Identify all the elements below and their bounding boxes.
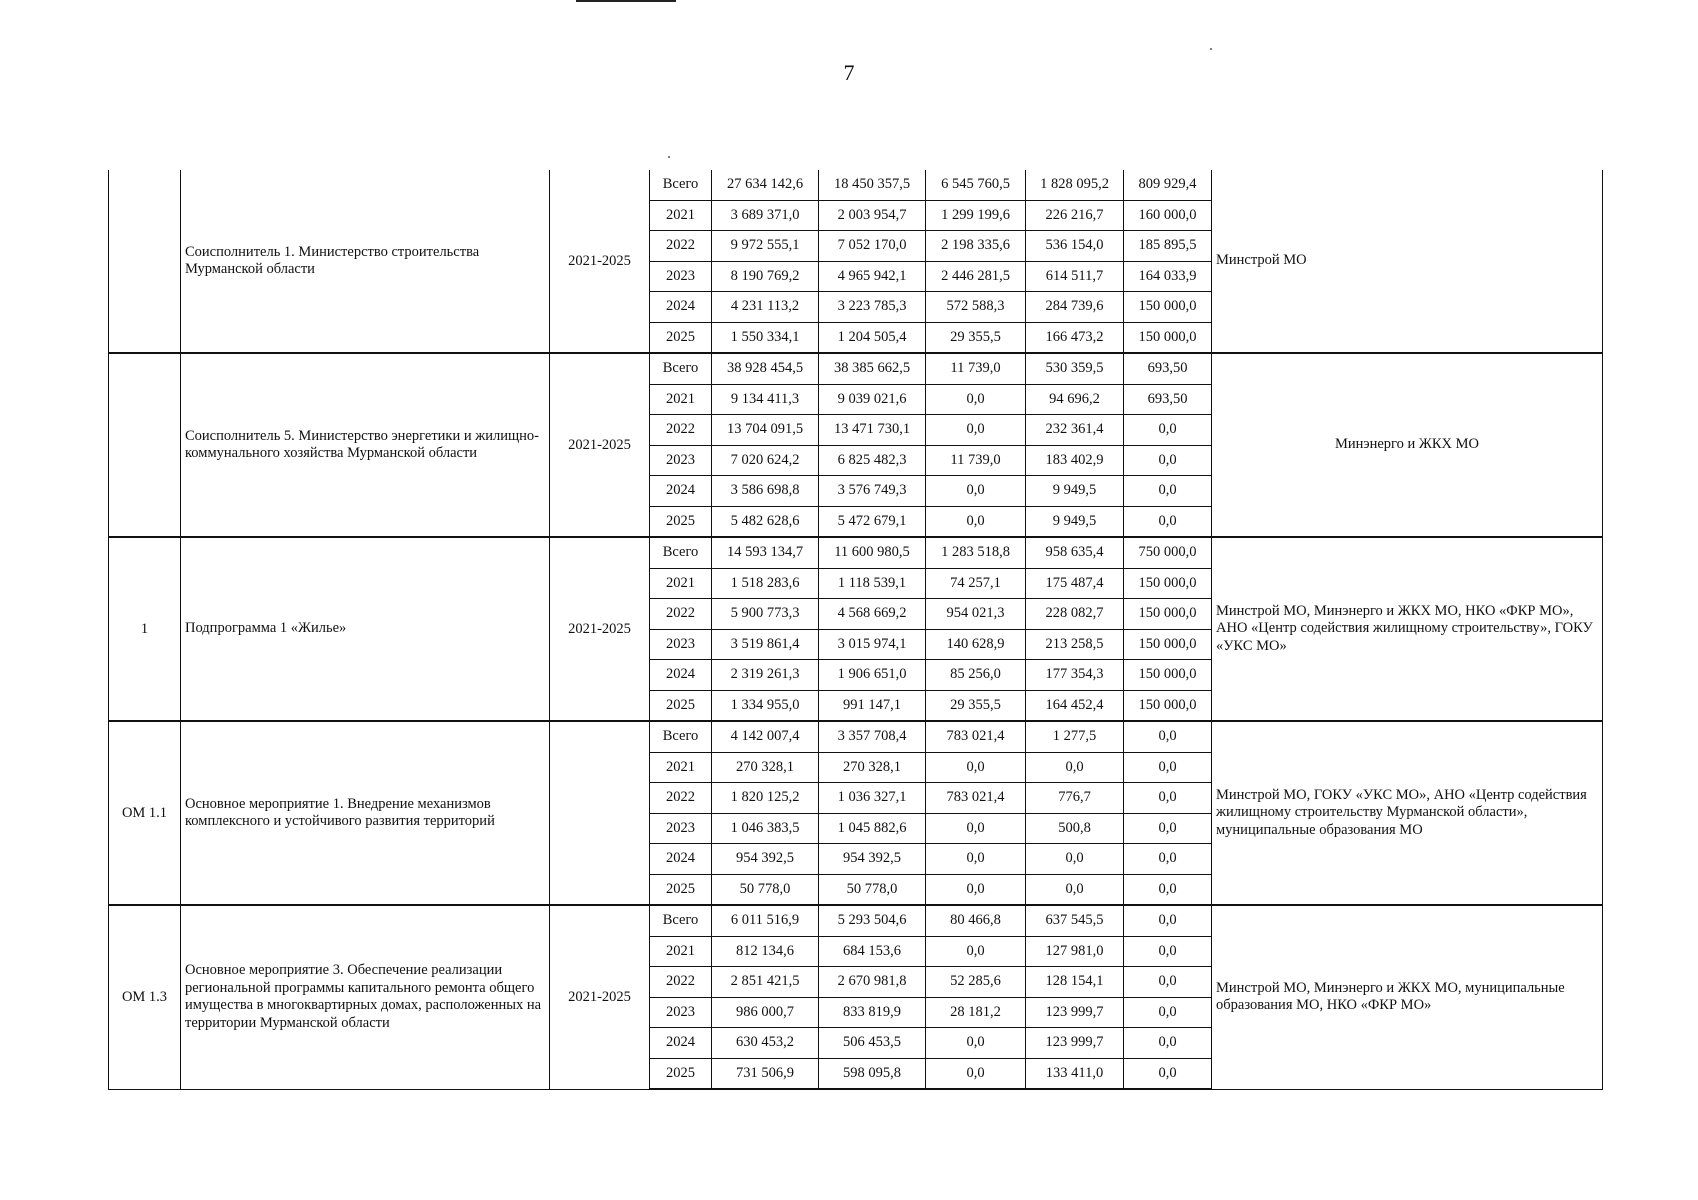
- amount-cell: 270 328,1: [819, 752, 926, 783]
- year-cell: 2024: [650, 476, 712, 507]
- executor-cell: Минстрой МО: [1212, 170, 1603, 353]
- block-header-row: [109, 905, 1603, 936]
- amount-cell: 27 634 142,6: [712, 170, 819, 200]
- amount-cell: 3 519 861,4: [712, 629, 819, 660]
- amount-cell: 0,0: [926, 1058, 1026, 1089]
- amount-cell: 14 593 134,7: [712, 537, 819, 568]
- amount-cell: 750 000,0: [1124, 537, 1212, 568]
- amount-cell: 128 154,1: [1026, 967, 1124, 998]
- amount-cell: 94 696,2: [1026, 384, 1124, 415]
- amount-cell: 2 003 954,7: [819, 200, 926, 231]
- amount-cell: 3 015 974,1: [819, 629, 926, 660]
- item-name: Основное мероприятие 3. Обеспечение реализации региональной программы капитального ремонта общего имущества в многоквартирных домах, расположенных на территории Мурманской области: [181, 905, 550, 1089]
- amount-cell: 166 473,2: [1026, 322, 1124, 353]
- item-code: [109, 170, 181, 353]
- year-cell: 2025: [650, 1058, 712, 1089]
- amount-cell: 1 283 518,8: [926, 537, 1026, 568]
- amount-cell: 0,0: [1124, 905, 1212, 936]
- year-cell: Всего: [650, 170, 712, 200]
- year-cell: 2024: [650, 844, 712, 875]
- item-code: ОМ 1.1: [109, 721, 181, 905]
- amount-cell: 185 895,5: [1124, 231, 1212, 262]
- amount-cell: 213 258,5: [1026, 629, 1124, 660]
- amount-cell: 74 257,1: [926, 568, 1026, 599]
- amount-cell: 991 147,1: [819, 690, 926, 721]
- amount-cell: 226 216,7: [1026, 200, 1124, 231]
- item-code: 1: [109, 537, 181, 721]
- amount-cell: 50 778,0: [819, 874, 926, 905]
- amount-cell: 1 820 125,2: [712, 783, 819, 814]
- top-rule: [576, 0, 676, 2]
- amount-cell: 0,0: [926, 1028, 1026, 1059]
- amount-cell: 4 568 669,2: [819, 599, 926, 630]
- amount-cell: 0,0: [1124, 721, 1212, 752]
- executor-cell: Минстрой МО, ГОКУ «УКС МО», АНО «Центр содействия жилищному строительству Мурманской области», муниципальные образования МО: [1212, 721, 1603, 905]
- year-cell: 2022: [650, 783, 712, 814]
- amount-cell: 0,0: [926, 844, 1026, 875]
- amount-cell: 3 689 371,0: [712, 200, 819, 231]
- amount-cell: 0,0: [1124, 415, 1212, 446]
- amount-cell: 1 118 539,1: [819, 568, 926, 599]
- year-cell: Всего: [650, 537, 712, 568]
- amount-cell: 2 851 421,5: [712, 967, 819, 998]
- amount-cell: 8 190 769,2: [712, 261, 819, 292]
- amount-cell: 530 359,5: [1026, 353, 1124, 384]
- year-cell: Всего: [650, 721, 712, 752]
- amount-cell: 164 452,4: [1026, 690, 1124, 721]
- amount-cell: 29 355,5: [926, 690, 1026, 721]
- amount-cell: 812 134,6: [712, 936, 819, 967]
- amount-cell: 598 095,8: [819, 1058, 926, 1089]
- amount-cell: 0,0: [1124, 813, 1212, 844]
- amount-cell: 7 020 624,2: [712, 445, 819, 476]
- amount-cell: 38 385 662,5: [819, 353, 926, 384]
- amount-cell: 0,0: [1124, 506, 1212, 537]
- amount-cell: 1 299 199,6: [926, 200, 1026, 231]
- year-cell: 2023: [650, 261, 712, 292]
- implementation-period: 2021-2025: [550, 537, 650, 721]
- amount-cell: 2 446 281,5: [926, 261, 1026, 292]
- amount-cell: 0,0: [926, 752, 1026, 783]
- year-cell: 2024: [650, 1028, 712, 1059]
- amount-cell: 0,0: [1124, 997, 1212, 1028]
- amount-cell: 1 550 334,1: [712, 322, 819, 353]
- amount-cell: 164 033,9: [1124, 261, 1212, 292]
- amount-cell: 4 231 113,2: [712, 292, 819, 323]
- amount-cell: 29 355,5: [926, 322, 1026, 353]
- year-cell: Всего: [650, 353, 712, 384]
- year-cell: 2021: [650, 384, 712, 415]
- block-header-row: [109, 170, 1603, 200]
- year-cell: 2024: [650, 292, 712, 323]
- amount-cell: 5 293 504,6: [819, 905, 926, 936]
- implementation-period: 2021-2025: [550, 905, 650, 1089]
- amount-cell: 0,0: [1124, 445, 1212, 476]
- executor-cell: Минэнерго и ЖКХ МО: [1212, 353, 1603, 537]
- year-cell: 2022: [650, 967, 712, 998]
- amount-cell: 123 999,7: [1026, 997, 1124, 1028]
- amount-cell: 150 000,0: [1124, 599, 1212, 630]
- amount-cell: 2 319 261,3: [712, 660, 819, 691]
- amount-cell: 2 670 981,8: [819, 967, 926, 998]
- amount-cell: 50 778,0: [712, 874, 819, 905]
- year-cell: 2024: [650, 660, 712, 691]
- amount-cell: 630 453,2: [712, 1028, 819, 1059]
- amount-cell: 693,50: [1124, 384, 1212, 415]
- amount-cell: 0,0: [926, 874, 1026, 905]
- amount-cell: 270 328,1: [712, 752, 819, 783]
- amount-cell: 133 411,0: [1026, 1058, 1124, 1089]
- amount-cell: 6 825 482,3: [819, 445, 926, 476]
- amount-cell: 9 134 411,3: [712, 384, 819, 415]
- amount-cell: 9 949,5: [1026, 476, 1124, 507]
- year-cell: 2025: [650, 874, 712, 905]
- amount-cell: 28 181,2: [926, 997, 1026, 1028]
- amount-cell: 150 000,0: [1124, 322, 1212, 353]
- amount-cell: 0,0: [926, 415, 1026, 446]
- amount-cell: 150 000,0: [1124, 660, 1212, 691]
- executor-cell: Минстрой МО, Минэнерго и ЖКХ МО, муниципальные образования МО, НКО «ФКР МО»: [1212, 905, 1603, 1089]
- amount-cell: 160 000,0: [1124, 200, 1212, 231]
- year-cell: 2021: [650, 752, 712, 783]
- implementation-period: 2021-2025: [550, 353, 650, 537]
- implementation-period: [550, 721, 650, 905]
- amount-cell: 3 357 708,4: [819, 721, 926, 752]
- item-name: Соисполнитель 5. Министерство энергетики и жилищно-коммунального хозяйства Мурманской области: [181, 353, 550, 537]
- amount-cell: 9 949,5: [1026, 506, 1124, 537]
- amount-cell: 2 198 335,6: [926, 231, 1026, 262]
- amount-cell: 232 361,4: [1026, 415, 1124, 446]
- amount-cell: 52 285,6: [926, 967, 1026, 998]
- amount-cell: 0,0: [1124, 783, 1212, 814]
- year-cell: 2023: [650, 813, 712, 844]
- amount-cell: 572 588,3: [926, 292, 1026, 323]
- amount-cell: 731 506,9: [712, 1058, 819, 1089]
- block-header-row: [109, 353, 1603, 384]
- year-cell: 2025: [650, 690, 712, 721]
- amount-cell: 1 518 283,6: [712, 568, 819, 599]
- amount-cell: 954 021,3: [926, 599, 1026, 630]
- year-cell: Всего: [650, 905, 712, 936]
- amount-cell: 9 039 021,6: [819, 384, 926, 415]
- amount-cell: 0,0: [1124, 936, 1212, 967]
- amount-cell: 183 402,9: [1026, 445, 1124, 476]
- amount-cell: 783 021,4: [926, 721, 1026, 752]
- amount-cell: 0,0: [1026, 874, 1124, 905]
- amount-cell: 0,0: [1124, 476, 1212, 507]
- amount-cell: 284 739,6: [1026, 292, 1124, 323]
- amount-cell: 0,0: [926, 476, 1026, 507]
- year-cell: 2023: [650, 629, 712, 660]
- item-name: Соисполнитель 1. Министерство строительства Мурманской области: [181, 170, 550, 353]
- amount-cell: 5 472 679,1: [819, 506, 926, 537]
- year-cell: 2021: [650, 568, 712, 599]
- amount-cell: 1 045 882,6: [819, 813, 926, 844]
- amount-cell: 13 704 091,5: [712, 415, 819, 446]
- year-cell: 2022: [650, 415, 712, 446]
- amount-cell: 776,7: [1026, 783, 1124, 814]
- amount-cell: 4 142 007,4: [712, 721, 819, 752]
- amount-cell: 4 965 942,1: [819, 261, 926, 292]
- table-body: [109, 170, 1603, 1089]
- amount-cell: 123 999,7: [1026, 1028, 1124, 1059]
- amount-cell: 0,0: [926, 813, 1026, 844]
- amount-cell: 7 052 170,0: [819, 231, 926, 262]
- amount-cell: 833 819,9: [819, 997, 926, 1028]
- amount-cell: 140 628,9: [926, 629, 1026, 660]
- implementation-period: 2021-2025: [550, 170, 650, 353]
- amount-cell: 1 036 327,1: [819, 783, 926, 814]
- amount-cell: 1 334 955,0: [712, 690, 819, 721]
- amount-cell: 11 739,0: [926, 353, 1026, 384]
- item-code: ОМ 1.3: [109, 905, 181, 1089]
- amount-cell: 228 082,7: [1026, 599, 1124, 630]
- amount-cell: 6 011 516,9: [712, 905, 819, 936]
- amount-cell: 80 466,8: [926, 905, 1026, 936]
- financing-table: [108, 170, 1603, 1090]
- amount-cell: 150 000,0: [1124, 690, 1212, 721]
- page-number: 7: [843, 60, 855, 85]
- amount-cell: 0,0: [1026, 752, 1124, 783]
- amount-cell: 0,0: [926, 506, 1026, 537]
- amount-cell: 177 354,3: [1026, 660, 1124, 691]
- amount-cell: 986 000,7: [712, 997, 819, 1028]
- amount-cell: 614 511,7: [1026, 261, 1124, 292]
- amount-cell: 5 482 628,6: [712, 506, 819, 537]
- amount-cell: 18 450 357,5: [819, 170, 926, 200]
- year-cell: 2023: [650, 997, 712, 1028]
- amount-cell: 809 929,4: [1124, 170, 1212, 200]
- amount-cell: 0,0: [1124, 874, 1212, 905]
- amount-cell: 1 828 095,2: [1026, 170, 1124, 200]
- amount-cell: 9 972 555,1: [712, 231, 819, 262]
- amount-cell: 958 635,4: [1026, 537, 1124, 568]
- year-cell: 2022: [650, 599, 712, 630]
- amount-cell: 954 392,5: [819, 844, 926, 875]
- amount-cell: 3 223 785,3: [819, 292, 926, 323]
- item-code: [109, 353, 181, 537]
- amount-cell: 684 153,6: [819, 936, 926, 967]
- year-cell: 2021: [650, 200, 712, 231]
- scan-speck: [668, 156, 670, 158]
- amount-cell: 637 545,5: [1026, 905, 1124, 936]
- year-cell: 2025: [650, 322, 712, 353]
- block-header-row: [109, 537, 1603, 568]
- block-header-row: [109, 721, 1603, 752]
- amount-cell: 0,0: [1124, 1058, 1212, 1089]
- amount-cell: 3 576 749,3: [819, 476, 926, 507]
- amount-cell: 0,0: [1124, 1028, 1212, 1059]
- amount-cell: 175 487,4: [1026, 568, 1124, 599]
- amount-cell: 536 154,0: [1026, 231, 1124, 262]
- amount-cell: 11 600 980,5: [819, 537, 926, 568]
- amount-cell: 150 000,0: [1124, 629, 1212, 660]
- amount-cell: 85 256,0: [926, 660, 1026, 691]
- amount-cell: 5 900 773,3: [712, 599, 819, 630]
- amount-cell: 1 277,5: [1026, 721, 1124, 752]
- scan-speck: [1210, 48, 1212, 50]
- amount-cell: 38 928 454,5: [712, 353, 819, 384]
- year-cell: 2023: [650, 445, 712, 476]
- amount-cell: 150 000,0: [1124, 292, 1212, 323]
- year-cell: 2025: [650, 506, 712, 537]
- amount-cell: 0,0: [926, 936, 1026, 967]
- amount-cell: 693,50: [1124, 353, 1212, 384]
- amount-cell: 3 586 698,8: [712, 476, 819, 507]
- amount-cell: 11 739,0: [926, 445, 1026, 476]
- amount-cell: 13 471 730,1: [819, 415, 926, 446]
- item-name: Основное мероприятие 1. Внедрение механизмов комплексного и устойчивого развития территорий: [181, 721, 550, 905]
- amount-cell: 500,8: [1026, 813, 1124, 844]
- amount-cell: 0,0: [1026, 844, 1124, 875]
- amount-cell: 150 000,0: [1124, 568, 1212, 599]
- year-cell: 2021: [650, 936, 712, 967]
- amount-cell: 0,0: [1124, 752, 1212, 783]
- amount-cell: 1 204 505,4: [819, 322, 926, 353]
- amount-cell: 954 392,5: [712, 844, 819, 875]
- amount-cell: 0,0: [926, 384, 1026, 415]
- amount-cell: 783 021,4: [926, 783, 1026, 814]
- amount-cell: 506 453,5: [819, 1028, 926, 1059]
- executor-cell: Минстрой МО, Минэнерго и ЖКХ МО, НКО «ФКР МО», АНО «Центр содействия жилищному строительству», ГОКУ «УКС МО»: [1212, 537, 1603, 721]
- amount-cell: 0,0: [1124, 844, 1212, 875]
- amount-cell: 6 545 760,5: [926, 170, 1026, 200]
- amount-cell: 0,0: [1124, 967, 1212, 998]
- amount-cell: 1 046 383,5: [712, 813, 819, 844]
- year-cell: 2022: [650, 231, 712, 262]
- amount-cell: 1 906 651,0: [819, 660, 926, 691]
- amount-cell: 127 981,0: [1026, 936, 1124, 967]
- item-name: Подпрограмма 1 «Жилье»: [181, 537, 550, 721]
